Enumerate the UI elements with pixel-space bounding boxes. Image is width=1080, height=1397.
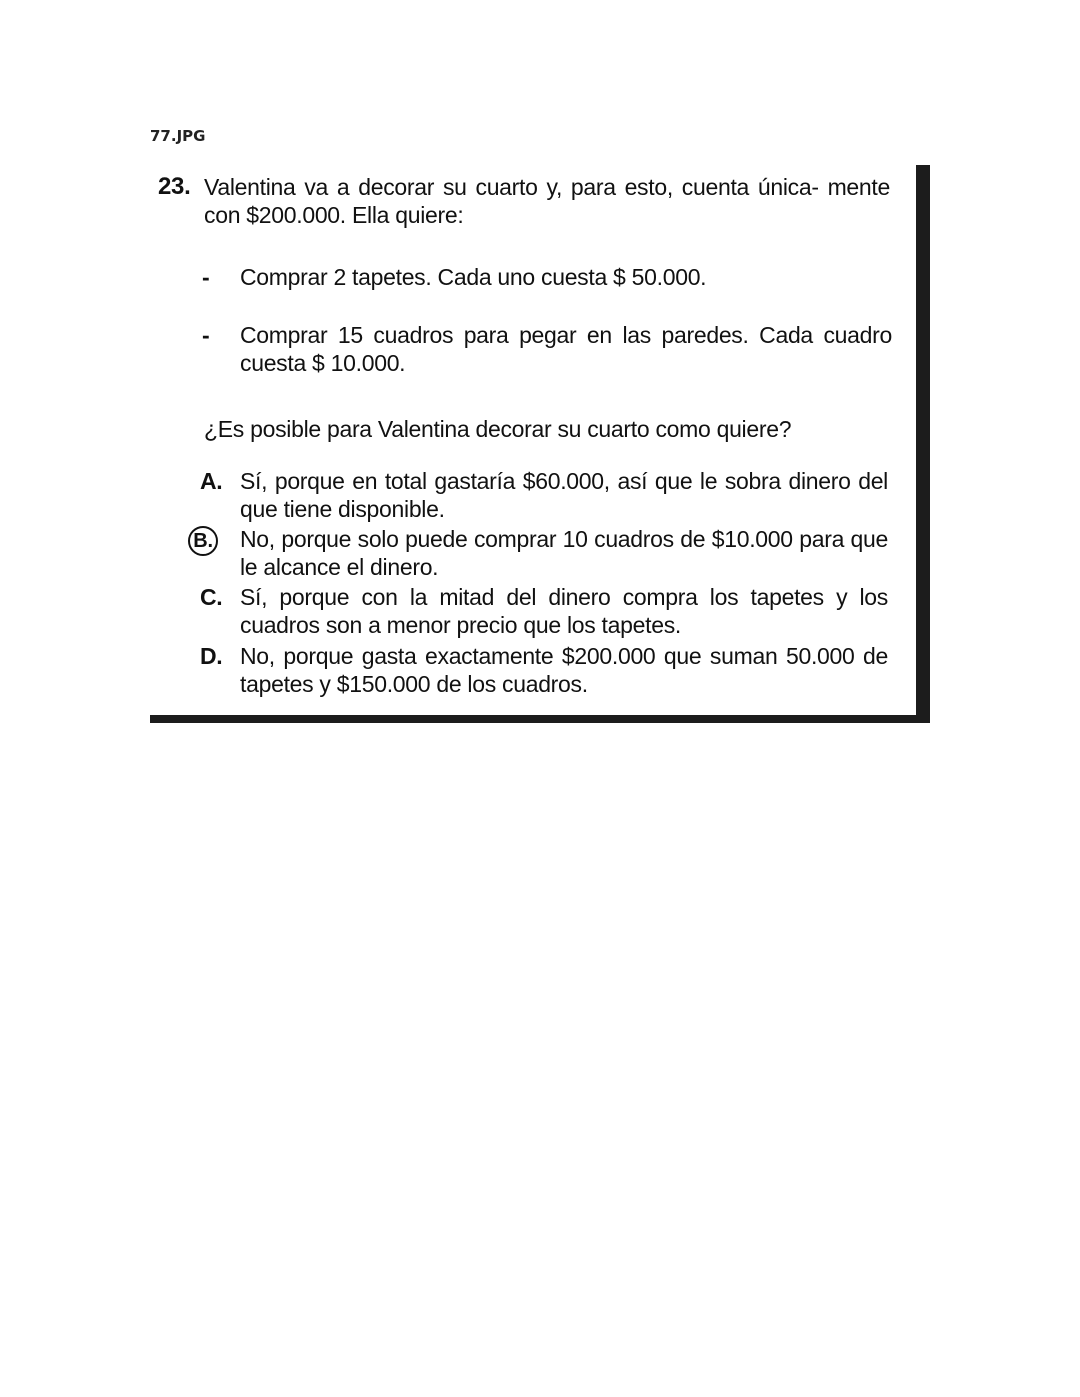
option-text: No, porque gasta exactamente $200.000 que suman 50.000 de tapetes y $150.000 de los cuadros. <box>240 643 888 697</box>
question-prompt: ¿Es posible para Valentina decorar su cuarto como quiere? <box>204 416 792 442</box>
option-text: Sí, porque en total gastaría $60.000, así que le sobra dinero del que tiene disponible. <box>240 468 888 522</box>
option-letter: C. <box>200 584 223 610</box>
option-text: No, porque solo puede comprar 10 cuadros de $10.000 para que le alcance el dinero. <box>240 526 888 580</box>
option-text: Sí, porque con la mitad del dinero compra los tapetes y los cuadros son a menor precio que los tapetes. <box>240 584 888 638</box>
option-letter-circled <box>193 525 218 556</box>
option-letter: D. <box>200 643 223 669</box>
bullet-text: Comprar 15 cuadros para pegar en las paredes. Cada cuadro cuesta $ 10.000. <box>240 322 892 376</box>
question-card <box>150 165 930 723</box>
question-text: Valentina va a decorar su cuarto y, para esto, cuenta única- mente con $200.000. Ella quiere: <box>204 174 890 228</box>
option-letter: A. <box>200 468 223 494</box>
question-number: 23. <box>158 173 191 200</box>
dash-icon: - <box>202 322 210 348</box>
dash-icon: - <box>202 264 210 290</box>
bullet-text: Comprar 2 tapetes. Cada uno cuesta $ 50.000. <box>240 264 707 290</box>
selected-circle-icon: B. <box>188 526 218 556</box>
filename-label: 77.JPG <box>150 127 206 145</box>
card-border-right <box>916 165 930 723</box>
card-border-bottom <box>150 715 930 723</box>
